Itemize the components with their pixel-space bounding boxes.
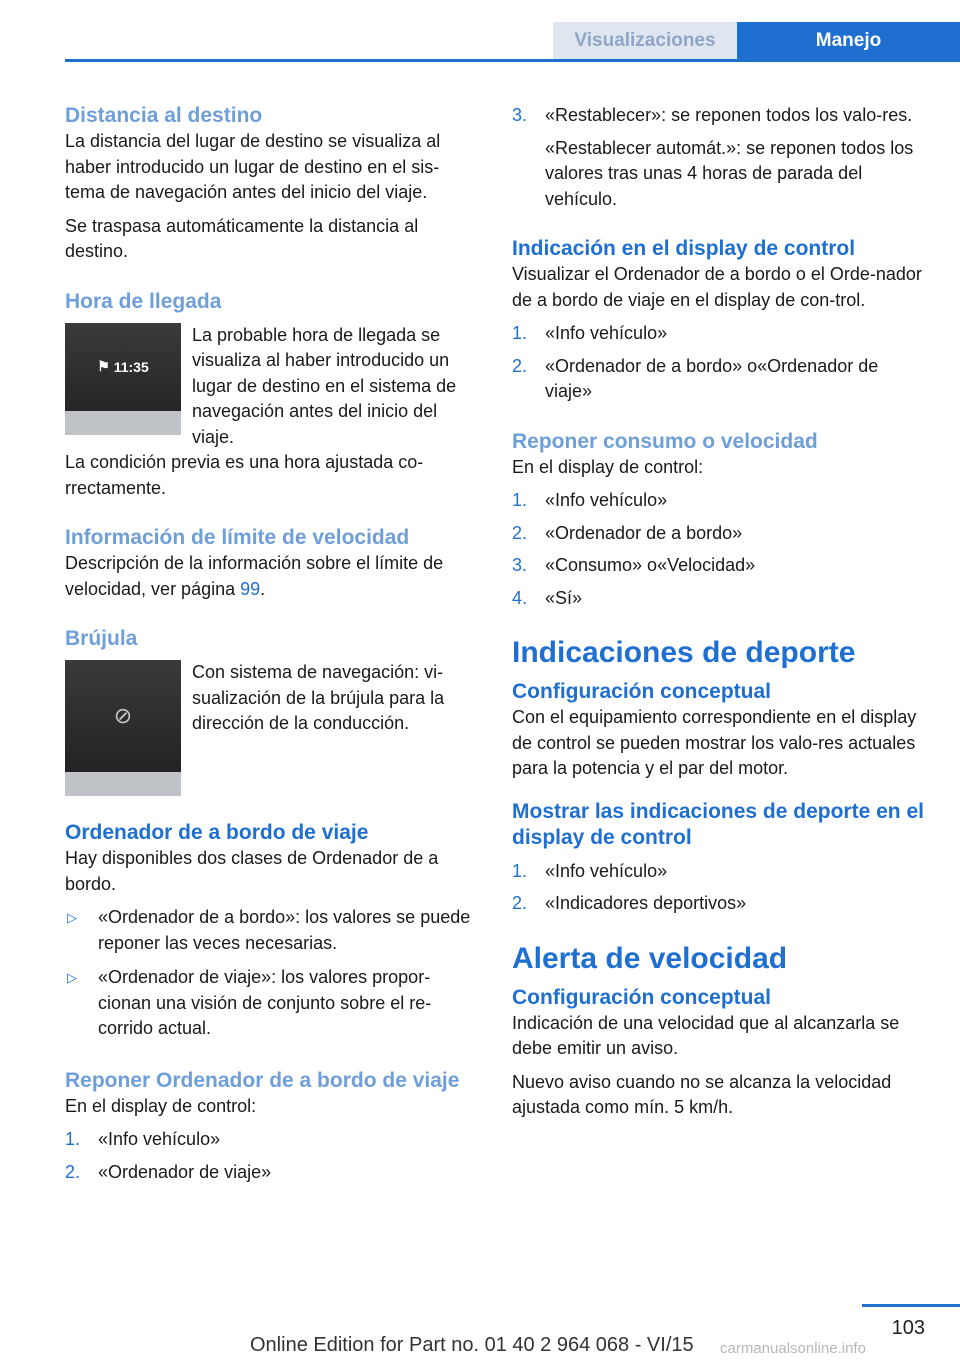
paragraph: En el display de control: (65, 1095, 257, 1116)
header-tab-manejo[interactable]: Manejo (737, 22, 960, 60)
section-title-mostrar: Mostrar las indicaciones de deporte en el display de control (512, 799, 924, 849)
numbered-list (65, 1127, 477, 1185)
list-item: 2. «Ordenador de a bordo» o«Ordenador de viaje» (512, 355, 879, 401)
page-number: 103 (891, 1317, 925, 1339)
paragraph: La distancia del lugar de destino se visualiza al haber introducido un lugar de destino en el sis‐tema de navegación antes del inicio del viaje. (65, 131, 441, 202)
numbered-list (512, 321, 926, 405)
section-title-brujula: Brújula (65, 627, 138, 650)
list-item: 1. «Info vehículo» (512, 490, 668, 510)
figure-brujula (65, 660, 477, 796)
section-title-limite: Información de límite de velocidad (65, 526, 410, 549)
list-item: 4. «Sí» (512, 587, 583, 608)
paragraph: Se traspasa automáticamente la distancia al destino. (65, 215, 419, 261)
section-title-hora: Hora de llegada (65, 289, 222, 313)
paragraph: La probable hora de llegada se visualiza al haber introducido un lugar de destino en el sistema de navegación antes del inicio del viaje. (192, 324, 457, 447)
right-column (512, 103, 926, 1121)
list-item: 1. «Info vehículo» (512, 323, 668, 343)
list-item: ▷ «Ordenador de viaje»: los valores propor‐cionan una visión de conjunto sobre el re‐corrido actual. (67, 967, 432, 1038)
list-item: 2. «Ordenador de a bordo» (512, 522, 743, 543)
header-rule (65, 59, 960, 62)
arrival-time-display: 11:35 (113, 358, 149, 375)
triangle-bullet-icon: ▷ (67, 970, 77, 985)
list-item: 1. «Info vehículo» (512, 860, 668, 881)
screenshot-compass (65, 660, 181, 796)
list-item: 3. «Restablecer»: se reponen todos los valo‐res. (512, 105, 913, 125)
list-item: ▷ «Ordenador de a bordo»: los valores se puede reponer las veces necesarias. (67, 907, 471, 953)
text: Descripción de la información sobre el límite de velocidad, ver página (65, 553, 444, 599)
page-link[interactable]: 99 (240, 578, 261, 599)
paragraph: Visualizar el Ordenador de a bordo o el Orde‐nador de a bordo de viaje en el display de con‐trol. (512, 264, 922, 310)
numbered-list (512, 103, 926, 129)
triangle-bullet-icon: ▷ (67, 910, 77, 925)
paragraph: La condición previa es una hora ajustada co‐rrectamente. (65, 452, 424, 498)
footer-rule (862, 1304, 960, 1307)
chapter-title-alerta: Alerta de velocidad (512, 941, 788, 975)
footer-edition: Online Edition for Part no. 01 40 2 964 068 - VI/15 (250, 1334, 694, 1356)
header-tab-visualizaciones[interactable]: Visualizaciones (553, 22, 737, 60)
paragraph: Con el equipamiento correspondiente en el display de control se pueden mostrar los valo‐res actuales para la potencia y el par del motor. (512, 707, 917, 778)
section-title-reponer: Reponer Ordenador de a bordo de viaje (65, 1068, 460, 1092)
flag-icon: ⚑ (97, 358, 114, 374)
text: . (260, 578, 266, 599)
section-title-indicacion: Indicación en el display de control (512, 237, 856, 260)
numbered-list (512, 859, 926, 917)
screenshot-arrival-time (65, 323, 181, 451)
compass-icon: ⊘ (113, 703, 133, 728)
section-title-consumo: Reponer consumo o velocidad (512, 429, 818, 453)
watermark: carmanualsonline.info (720, 1340, 866, 1357)
section-title-deporte-concepto: Configuración conceptual (512, 680, 772, 703)
list-item: 2. «Indicadores deportivos» (512, 893, 747, 913)
figure-hora (65, 323, 477, 451)
section-title-distancia: Distancia al destino (65, 104, 263, 127)
bullet-list (65, 905, 477, 1042)
list-item: 2. «Ordenador de viaje» (65, 1161, 272, 1182)
chapter-title-deporte: Indicaciones de deporte (512, 636, 856, 669)
paragraph: «Restablecer automát.»: se reponen todos los valores tras unas 4 horas de parada del vehículo. (545, 137, 914, 209)
list-item: 1. «Info vehículo» (65, 1129, 221, 1149)
numbered-list (512, 488, 926, 611)
paragraph: Indicación de una velocidad que al alcanzarla se debe emitir un aviso. (512, 1012, 900, 1058)
list-item: 3. «Consumo» o«Velocidad» (512, 555, 756, 575)
paragraph-limite (65, 551, 477, 602)
paragraph: Hay disponibles dos clases de Ordenador de a bordo. (65, 848, 439, 894)
paragraph: Nuevo aviso cuando no se alcanza la velocidad ajustada como mín. 5 km/h. (512, 1071, 892, 1117)
section-title-alerta-concepto: Configuración conceptual (512, 985, 772, 1009)
left-column (65, 103, 477, 1192)
paragraph: Con sistema de navegación: vi‐sualización de la brújula para la dirección de la conducción. (192, 662, 445, 733)
section-title-ordenador: Ordenador de a bordo de viaje (65, 821, 369, 844)
paragraph: En el display de control: (512, 456, 704, 477)
